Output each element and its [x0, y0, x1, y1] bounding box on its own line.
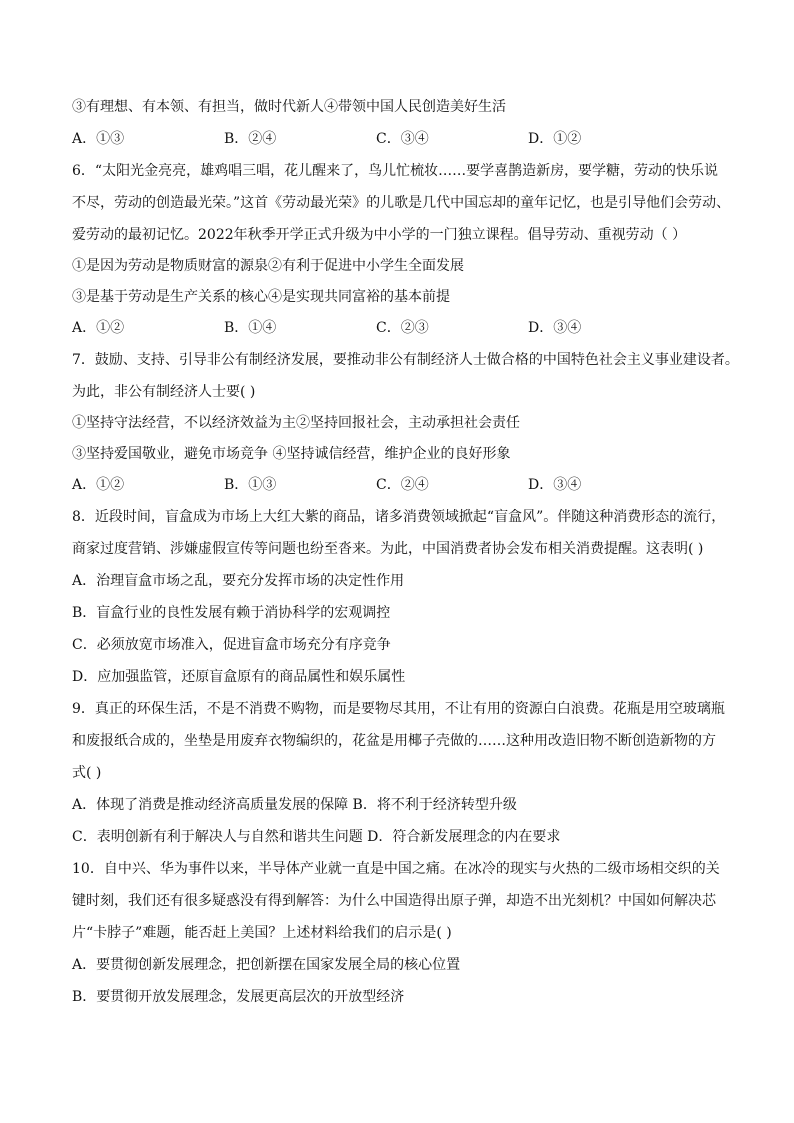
q7-option-b: B．①③ [224, 477, 277, 493]
q10-text-line: 10．自中兴、华为事件以来，半导体产业就一直是中国之痛。在冰冷的现实与火热的二级市场相交织的关 [72, 861, 720, 877]
q10-text-line: 片“卡脖子”难题，能否赶上美国？上述材料给我们的启示是( ) [72, 925, 452, 941]
q8-text-line: 8．近段时间，盲盒成为市场上大红大紫的商品，诸多消费领域掀起“盲盒风”。伴随这种消费形态的流行， [72, 509, 726, 525]
q5-statement-line: ③有理想、有本领、有担当，做时代新人④带领中国人民创造美好生活 [72, 99, 506, 115]
q9-options-ab: A．体现了消费是推动经济高质量发展的保障 B．将不利于经济转型升级 [72, 797, 517, 813]
q6-text-line: 不尽，劳动的创造最光荣。”这首《劳动最光荣》的儿歌是几代中国忘却的童年记忆，也是引导他们会劳动、 [72, 195, 731, 211]
q9-options-cd: C．表明创新有利于解决人与自然和谐共生问题 D．符合新发展理念的内在要求 [72, 829, 561, 845]
q6-option-d: D．③④ [528, 320, 582, 336]
q8-option-b: B．盲盒行业的良性发展有赖于消协科学的宏观调控 [72, 605, 391, 621]
q6-option-c: C．②③ [376, 320, 429, 336]
q5-option-a: A．①③ [72, 131, 125, 147]
q6-text-line: 6．“太阳光金亮亮，雄鸡唱三唱，花儿醒来了，鸟儿忙梳妆……要学喜鹊造新房，要学糖，劳动的快乐说 [72, 163, 719, 179]
q10-text-line: 键时刻，我们还有很多疑惑没有得到解答：为什么中国造得出原子弹，却造不出光刻机？中国如何解决芯 [72, 893, 716, 909]
q7-text-line: 为此，非公有制经济人士要( ) [72, 384, 256, 400]
q9-text-line: 9．真正的环保生活，不是不消费不购物，而是要物尽其用，不让有用的资源白白浪费。花瓶是用空玻璃瓶 [72, 701, 725, 717]
q8-option-c: C．必须放宽市场准入，促进盲盒市场充分有序竞争 [72, 637, 391, 653]
q10-option-b: B．要贯彻开放发展理念，发展更高层次的开放型经济 [72, 989, 405, 1005]
q6-statement-line: ③是基于劳动是生产关系的核心④是实现共同富裕的基本前提 [72, 289, 450, 305]
q6-option-b: B．①④ [224, 320, 277, 336]
q6-option-a: A．①② [72, 320, 125, 336]
q7-statement-line: ①坚持守法经营，不以经济效益为主②坚持回报社会，主动承担社会责任 [72, 415, 520, 431]
q6-statement-line: ①是因为劳动是物质财富的源泉②有利于促进中小学生全面发展 [72, 258, 464, 274]
q5-options [72, 130, 732, 148]
q7-option-d: D．③④ [528, 477, 582, 493]
q7-option-a: A．①② [72, 477, 125, 493]
q9-text-line: 式( ) [72, 765, 102, 781]
q9-text-line: 和废报纸合成的，坐垫是用废弃衣物编织的，花盆是用椰子壳做的……这种用改造旧物不断创造新物的方 [72, 733, 716, 749]
document-page [72, 98, 739, 1006]
q5-option-d: D．①② [528, 131, 582, 147]
q6-text-line: 爱劳动的最初记忆。2022年秋季开学正式升级为中小学的一门独立课程。倡导劳动、重视劳动（ ） [72, 227, 687, 243]
q7-statement-line: ③坚持爱国敬业，避免市场竞争 ④坚持诚信经营，维护企业的良好形象 [72, 446, 511, 462]
q7-text-line: 7．鼓励、支持、引导非公有制经济发展，要推动非公有制经济人士做合格的中国特色社会主义事业建设者。 [72, 352, 739, 368]
q8-option-a: A．治理盲盒市场之乱，要充分发挥市场的决定性作用 [72, 573, 405, 589]
q6-options [72, 319, 732, 337]
q7-option-c: C．②④ [376, 477, 429, 493]
q7-options [72, 476, 732, 494]
q10-option-a: A．要贯彻创新发展理念，把创新摆在国家发展全局的核心位置 [72, 957, 461, 973]
q5-option-b: B．②④ [224, 131, 277, 147]
q5-option-c: C．③④ [376, 131, 429, 147]
q8-option-d: D．应加强监管，还原盲盒原有的商品属性和娱乐属性 [72, 669, 406, 685]
q8-text-line: 商家过度营销、涉嫌虚假宣传等问题也纷至沓来。为此，中国消费者协会发布相关消费提醒。这表明( ) [72, 541, 704, 557]
